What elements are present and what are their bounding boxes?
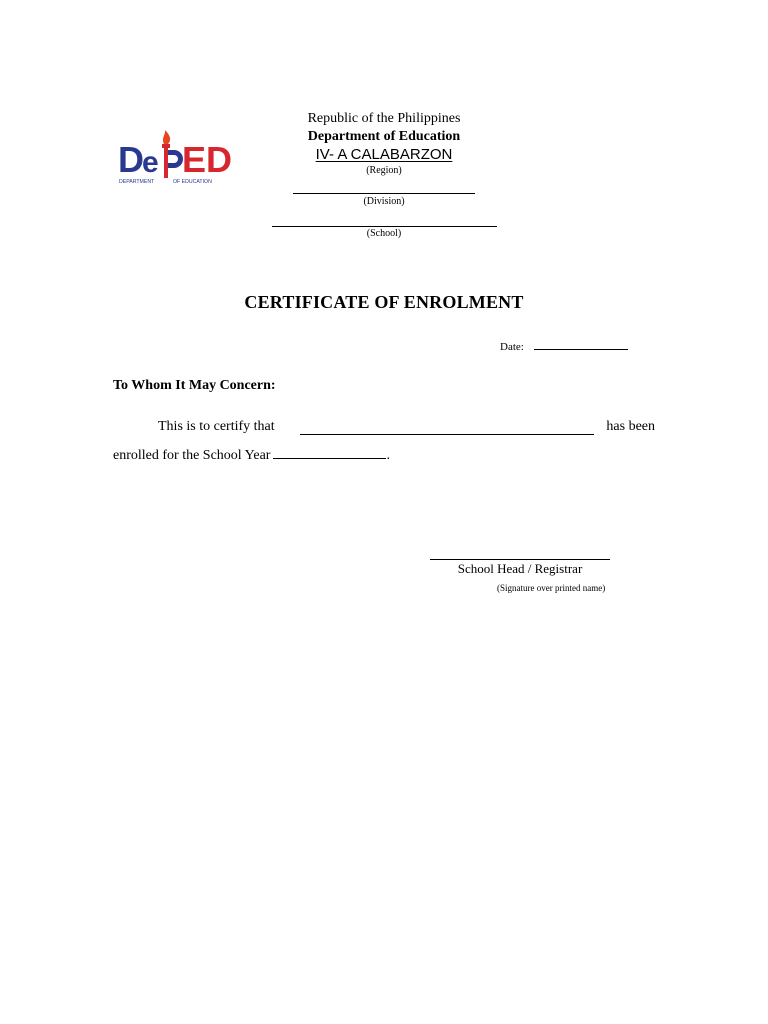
region-caption: (Region) bbox=[366, 165, 402, 176]
logo-subtext-right: OF EDUCATION bbox=[173, 179, 212, 185]
has-been-text: has been bbox=[606, 419, 655, 434]
body-line-2 bbox=[113, 446, 390, 464]
certificate-title: CERTIFICATE OF ENROLMENT bbox=[244, 292, 524, 312]
deped-logo bbox=[118, 130, 233, 188]
salutation: To Whom It May Concern: bbox=[113, 378, 276, 393]
student-name-blank-line bbox=[300, 434, 594, 435]
svg-text:ED: ED bbox=[182, 139, 233, 180]
republic-text: Republic of the Philippines bbox=[307, 111, 461, 126]
certify-text: This is to certify that bbox=[158, 419, 275, 434]
date-label: Date: bbox=[500, 341, 524, 353]
signature-line bbox=[430, 559, 610, 560]
logo-subtext-left: DEPARTMENT bbox=[119, 179, 155, 185]
department-text: Department of Education bbox=[307, 129, 461, 144]
date-blank-line bbox=[534, 339, 628, 350]
school-blank-line bbox=[272, 226, 497, 227]
period-text: . bbox=[386, 448, 390, 463]
division-caption: (Division) bbox=[363, 196, 405, 207]
svg-text:e: e bbox=[142, 146, 159, 179]
region-name: IV- A CALABARZON bbox=[315, 146, 453, 163]
signature-caption: (Signature over printed name) bbox=[497, 583, 606, 593]
school-caption: (School) bbox=[366, 228, 402, 239]
date-row bbox=[500, 339, 628, 353]
school-year-blank-line bbox=[273, 446, 386, 459]
signatory-title: School Head / Registrar bbox=[457, 561, 583, 576]
division-blank-line bbox=[293, 193, 475, 194]
svg-text:D: D bbox=[118, 139, 144, 180]
enrolled-text: enrolled for the School Year bbox=[113, 448, 271, 463]
